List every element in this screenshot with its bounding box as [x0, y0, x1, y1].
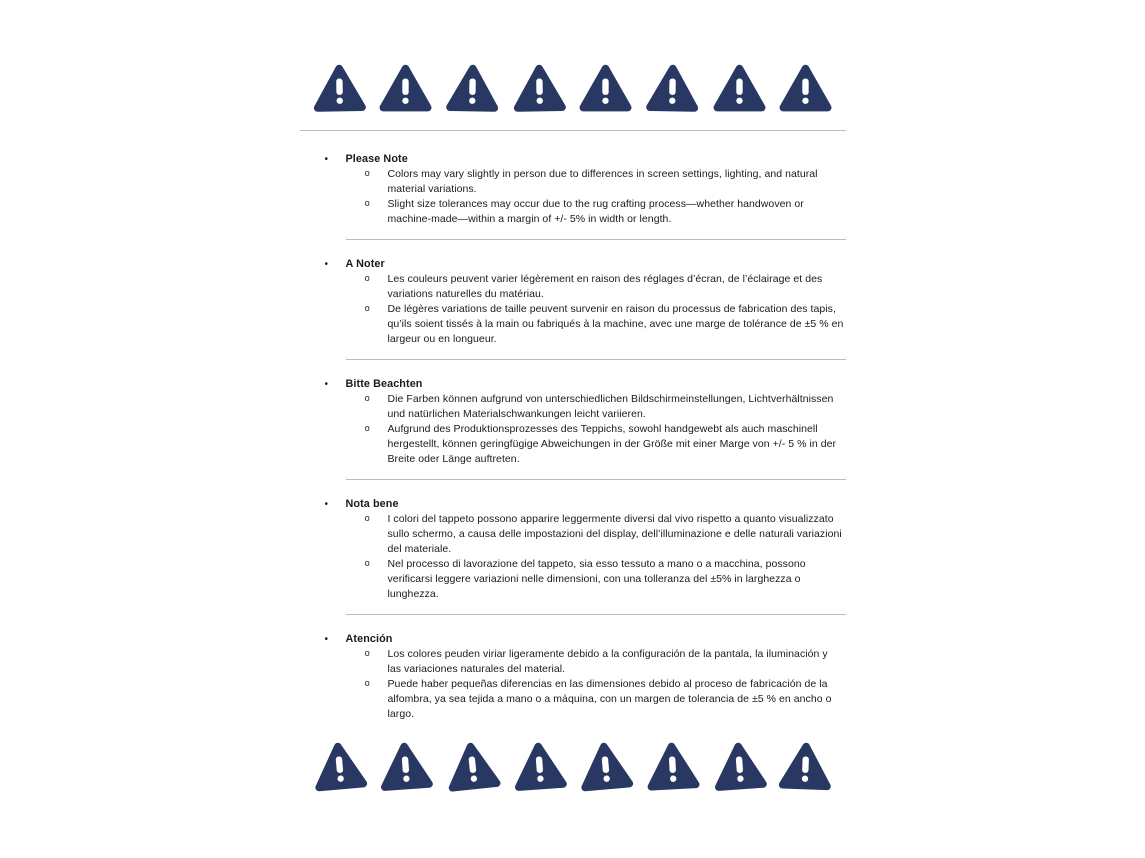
section-heading: A Noter [345, 258, 385, 270]
circle-bullet-icon: o [364, 424, 370, 434]
note-text: Slight size tolerances may occur due to the rug crafting process—whether handwoven or machine-made—within a margin of +/- 5% in width or length. [387, 198, 804, 225]
note-text: Die Farben können aufgrund von unterschiedlichen Bildschirmeinstellungen, Lichtverhältnissen und natürlichen Materialschwankungen leicht variieren. [387, 393, 834, 420]
note-bullet-item [365, 677, 846, 722]
note-section-french [300, 257, 846, 360]
bullet-icon: • [324, 634, 329, 645]
circle-bullet-icon: o [364, 559, 370, 569]
warning-triangle-icon [779, 738, 834, 793]
circle-bullet-icon: o [364, 274, 370, 284]
note-text: De légères variations de taille peuvent survenir en raison du processus de fabrication des tapis, qu’ils soient tissés à la main ou fabriqués à la machine, avec une marge de tolérance de ±5 % en largeur ou en longueur. [387, 303, 844, 345]
circle-bullet-icon: o [364, 649, 370, 659]
circle-bullet-icon: o [364, 304, 370, 314]
warning-triangle-icon [711, 737, 768, 794]
section-heading: Nota bene [345, 498, 399, 510]
warning-triangle-icon [377, 737, 434, 794]
warning-triangle-icon [310, 737, 367, 794]
circle-bullet-icon: o [364, 394, 370, 404]
notes-sections [300, 131, 846, 722]
note-bullet-list [300, 647, 846, 722]
warning-triangle-row-top [300, 60, 846, 114]
note-text: Les couleurs peuvent varier légèrement en raison des réglages d’écran, de l’éclairage et des variations naturelles du matériau. [387, 273, 823, 300]
bullet-icon: • [324, 379, 329, 390]
warning-triangle-icon [645, 738, 701, 794]
section-heading: Atención [345, 633, 393, 645]
circle-bullet-icon: o [364, 199, 370, 209]
section-heading-row [300, 632, 846, 647]
note-bullet-item [365, 422, 846, 467]
note-bullet-list [300, 512, 846, 602]
warning-triangle-icon [312, 61, 366, 115]
note-text: Colors may vary slightly in person due to differences in screen settings, lighting, and natural material variations. [387, 168, 818, 195]
warning-triangle-icon [713, 61, 766, 114]
section-divider [346, 239, 846, 240]
note-text: Puede haber pequeñas diferencias en las dimensiones debido al proceso de fabricación de la alfombra, ya sea tejida a mano o a máquina, con un margen de tolerancia de ±5 % en ancho o largo. [387, 678, 832, 720]
note-bullet-item [365, 302, 846, 347]
document-page [300, 0, 846, 792]
note-bullet-item [365, 392, 846, 422]
note-bullet-item [365, 167, 846, 197]
bullet-icon: • [324, 499, 329, 510]
section-heading: Bitte Beachten [345, 378, 423, 390]
circle-bullet-icon: o [364, 514, 370, 524]
note-bullet-item [365, 512, 846, 557]
note-section-spanish [300, 632, 846, 722]
note-section-english [300, 152, 846, 240]
circle-bullet-icon: o [364, 169, 370, 179]
note-text: Los colores peuden viriar ligeramente debido a la configuración de la pantala, la iluminación y las variaciones naturales del material. [387, 648, 828, 675]
note-bullet-item [365, 272, 846, 302]
section-divider [346, 359, 846, 360]
warning-triangle-icon [646, 61, 700, 115]
warning-triangle-icon [579, 61, 632, 114]
section-divider [346, 614, 846, 615]
warning-triangle-icon [511, 737, 568, 794]
warning-triangle-icon [512, 61, 566, 115]
note-bullet-list [300, 392, 846, 467]
note-text: I colori del tappeto possono apparire leggermente diversi dal vivo rispetto a quanto visualizzato sullo schermo, a causa delle impostazioni del display, dell’illuminazione e delle naturali variazioni del materiale. [387, 513, 842, 555]
warning-triangle-icon [577, 737, 634, 794]
section-heading-row [300, 152, 846, 167]
section-divider [346, 479, 846, 480]
section-heading-row [300, 257, 846, 272]
warning-triangle-icon [443, 736, 501, 794]
note-text: Nel processo di lavorazione del tappeto, sia esso tessuto a mano o a macchina, possono verificarsi leggere variazioni nelle dimensioni, con una tolleranza del ±5% in larghezza o lunghezza. [387, 558, 806, 600]
warning-triangle-icon [445, 61, 499, 115]
note-section-italian [300, 497, 846, 615]
note-section-german [300, 377, 846, 480]
bullet-icon: • [324, 154, 329, 165]
bullet-icon: • [324, 259, 329, 270]
section-heading: Please Note [345, 153, 408, 165]
circle-bullet-icon: o [364, 679, 370, 689]
note-bullet-item [365, 647, 846, 677]
warning-triangle-icon [779, 61, 832, 114]
warning-triangle-icon [379, 61, 432, 114]
note-text: Aufgrund des Produktionsprozesses des Teppichs, sowohl handgewebt als auch maschinell hergestellt, können geringfügige Abweichungen in der Größe mit einer Marge von +/- 5 % in der Breite oder Länge auftreten. [387, 423, 837, 465]
note-bullet-list [300, 272, 846, 347]
warning-triangle-row-bottom [300, 738, 846, 792]
section-heading-row [300, 377, 846, 392]
note-bullet-item [365, 557, 846, 602]
note-bullet-item [365, 197, 846, 227]
section-heading-row [300, 497, 846, 512]
note-bullet-list [300, 167, 846, 227]
